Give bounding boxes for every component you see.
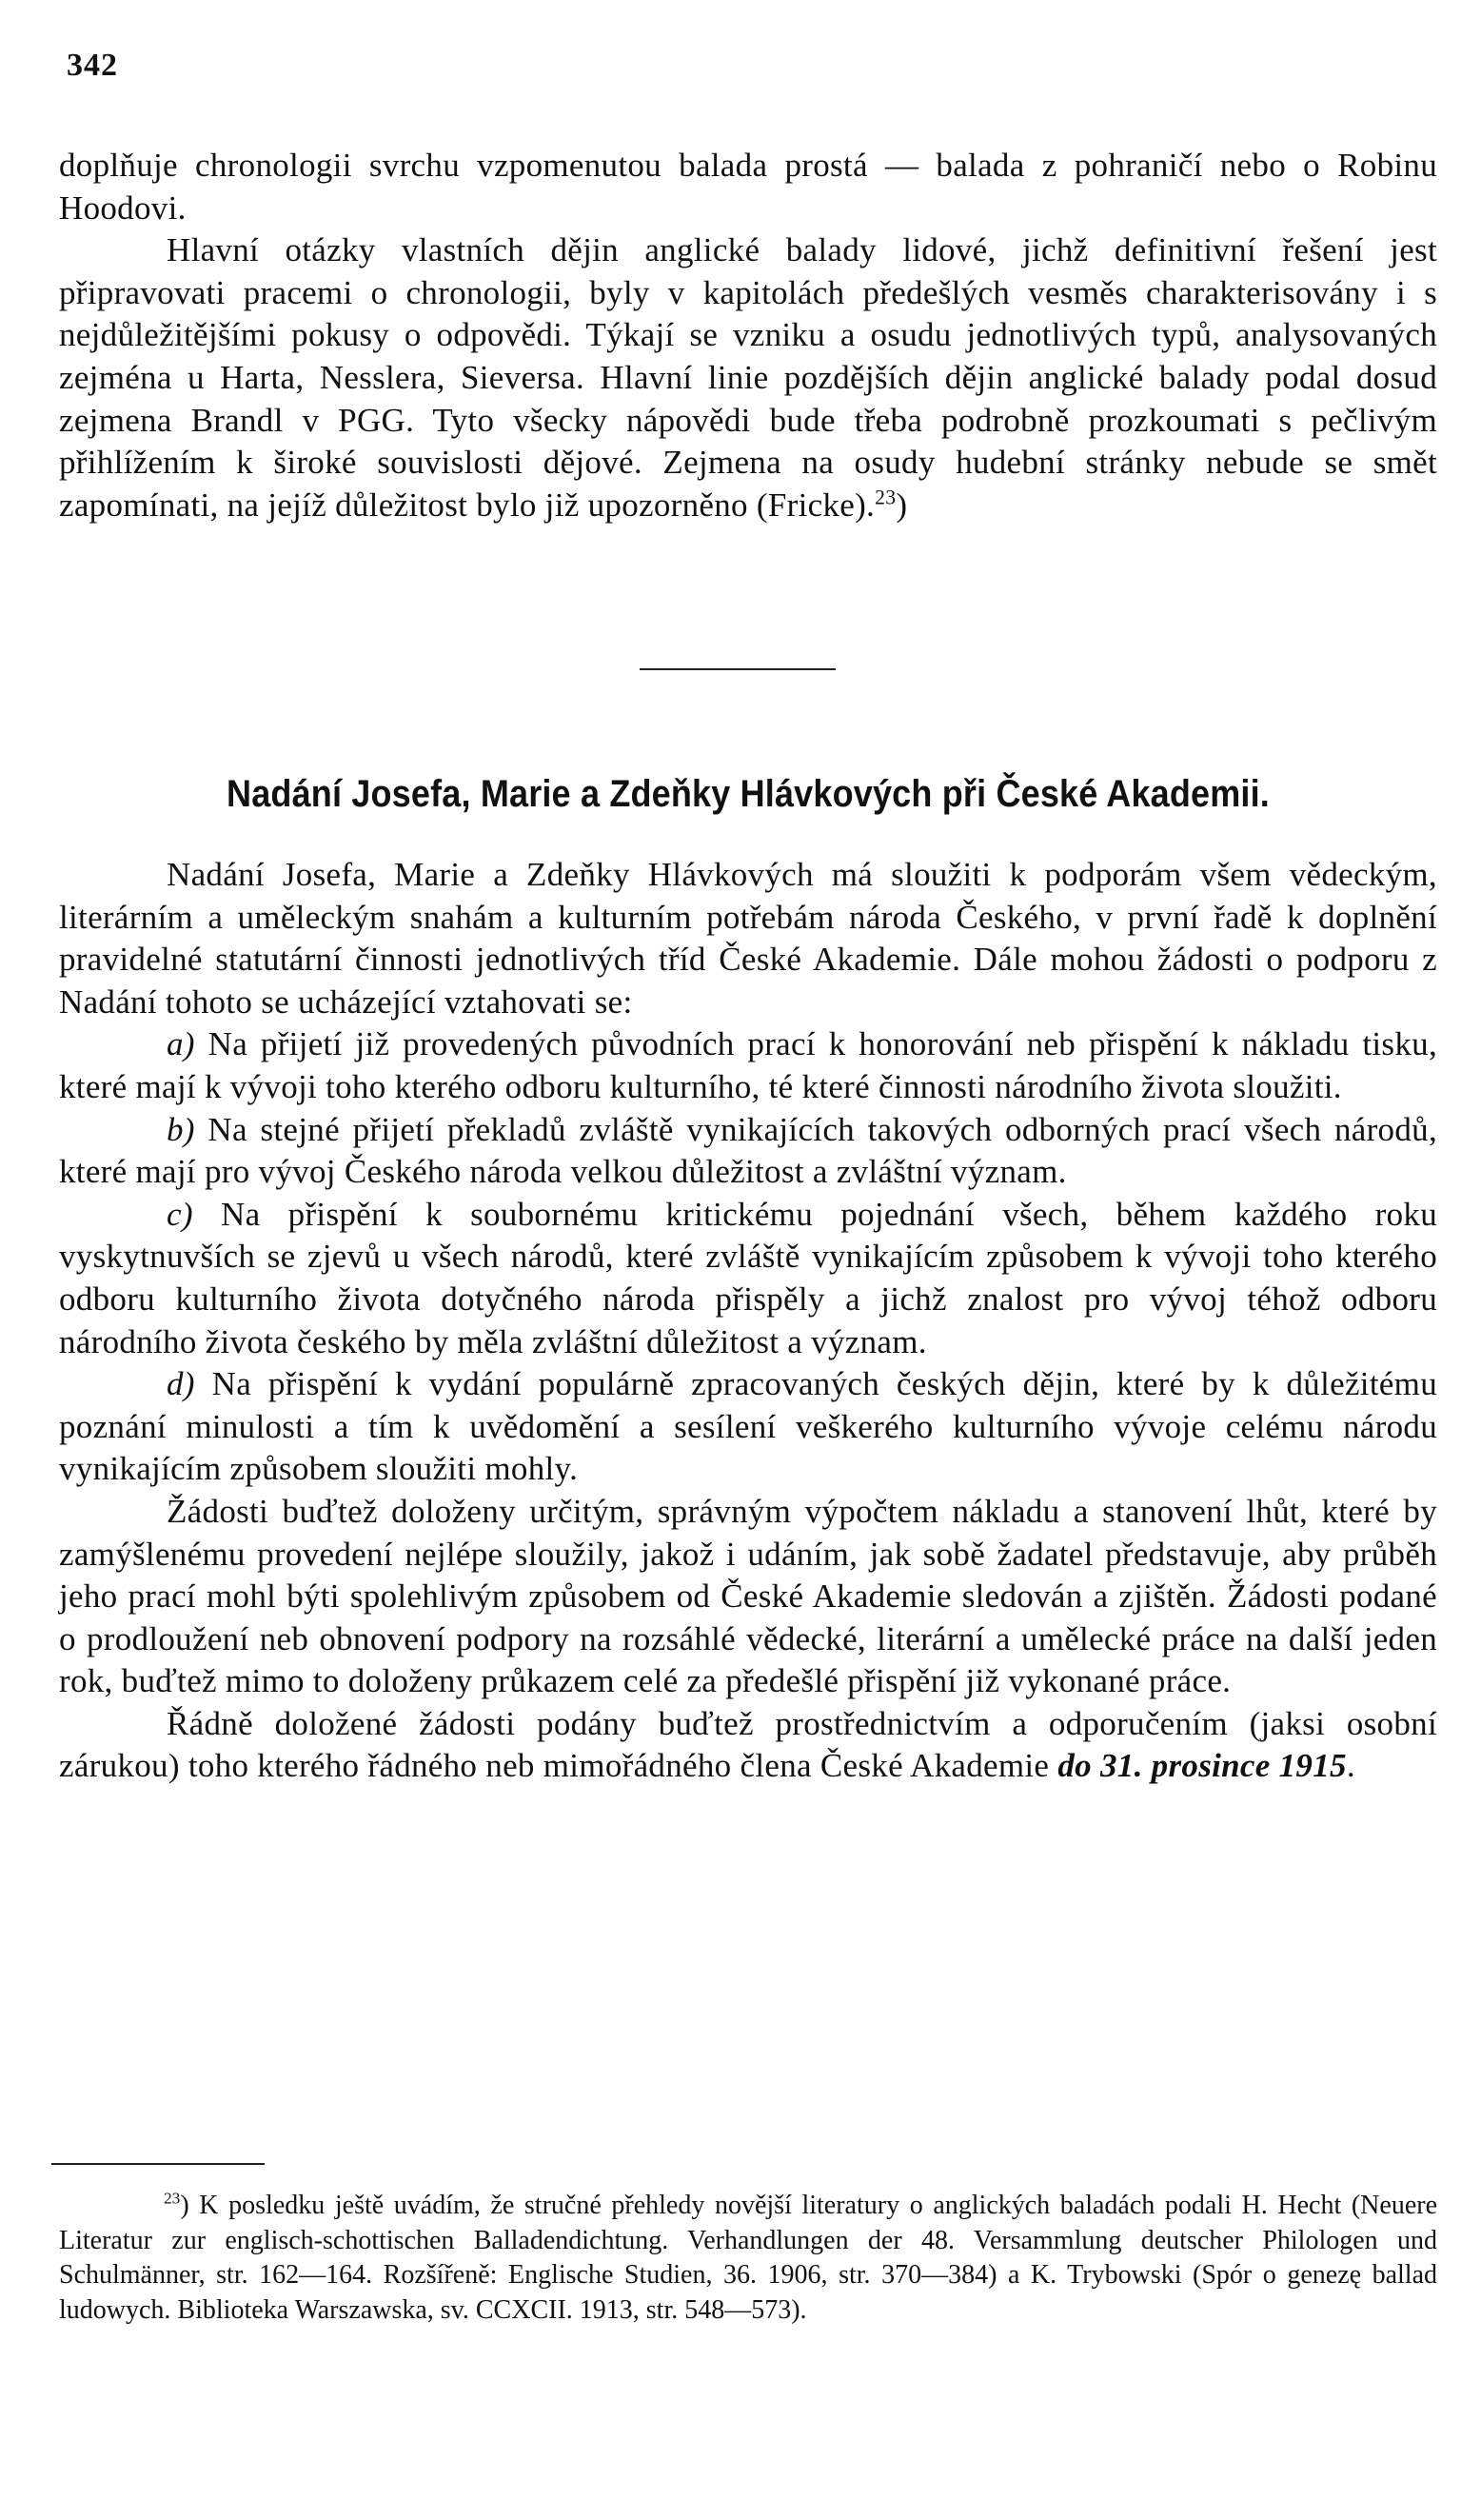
list-item-c (59, 1194, 1437, 1363)
intro-paragraph-2-text: Hlavní otázky vlastních dějin anglické balady lidové, jichž definitivní řešení jest připravovati pracemi o chronologii, byly v kapitolách předešlých vesměs charakterisovány i s nejdůležitějšími pokusy o odpovědi. Týkají se vzniku a osudu jednotlivých typů, analysovaných zejména u Harta, Nesslera, Sieversa. Hlavní linie pozdějších dějin anglické balady podal dosud zejmena Brandl v PGG. Tyto všecky nápovědi bude třeba podrobně prozkoumati s pečlivým přihlížením k široké souvislosti dějové. Zejmena na osudy hudební stránky nebude se smět zapomínati, na jejíž důležitost bylo již upozorněno (Fricke). (59, 231, 1437, 524)
intro-paragraph-1: doplňuje chronologii svrchu vzpomenutou balada prostá — balada z pohraničí nebo o Robinu Hoodovi. (59, 147, 1437, 227)
section-paragraph-3 (59, 1703, 1437, 1788)
list-label-d: d) (167, 1365, 195, 1403)
list-item-d (59, 1363, 1437, 1491)
page-number: 342 (67, 48, 118, 83)
footnote-divider (51, 2163, 265, 2165)
intro-paragraph-2 (59, 229, 1437, 526)
footnote-text: ) K posledku ještě uvádím, že stručné přehledy novější literatury o anglických baladách podali H. Hecht (Neuere Literatur zur englisch-schottischen Balladendichtung. Verhandlungen der 48. Versammlung deutscher Philologen und Schulmänner, str. 162—164. Rozšířeně: Englische Studien, 36. 1906, str. 370—384) a K. Trybowski (Spór o genezę ballad ludowych. Biblioteka Warszawska, sv. CCXCII. 1913, str. 548—573). (59, 2191, 1437, 2325)
section-paragraph-3-end: . (1346, 1747, 1355, 1785)
list-text-c: Na přispění k soubornému kritickému pojednání všech, během každého roku vyskytnuvších se zjevů u všech národů, které zvláště vynikajícím způsobem k vývoji toho kterého odboru kulturního života dotyčného národa přispěly a jichž znalost pro vývoj téhož odboru národního života českého by měla zvláštní důležitost a význam. (59, 1195, 1437, 1360)
list-label-a: a) (167, 1025, 195, 1063)
section-paragraph-3-text: Řádně doložené žádosti podány buďtež prostřednictvím a odporučením (jaksi osobní zárukou) toho kterého řádného neb mimořádného člena České Akademie (59, 1704, 1437, 1785)
application-deadline: do 31. prosince 1915 (1057, 1747, 1347, 1785)
section-paragraph-2: Žádosti buďtež doloženy určitým, správným výpočtem nákladu a stanovení lhůt, které by zamýšlenému provedení nejlépe sloužily, jakož i udáním, jak sobě žadatel představuje, aby průběh jeho prací mohl býti spolehlivým způsobem od České Akademie sledován a zjištěn. Žádosti podané o prodloužení neb obnovení podpory na rozsáhlé vědecké, literární a umělecké práce na další jeden rok, buďtež mimo to doloženy průkazem celé za předešlé přispění již vykonané práce. (59, 1492, 1437, 1700)
list-text-b: Na stejné přijetí překladů zvláště vynikajících takových odborných prací všech národů, které mají pro vývoj Českého národa velkou důležitost a zvláštní význam. (59, 1110, 1437, 1191)
footnote-reference[interactable]: 23 (875, 486, 897, 509)
list-text-a: Na přijetí již provedených původních prací k honorování neb přispění k nákladu tisku, které mají k vývoji toho kterého odboru kulturního, té které činnosti národního života sloužiti. (59, 1025, 1437, 1105)
section-divider (640, 668, 836, 670)
footnote-marker: 23 (164, 2189, 181, 2208)
section-body (59, 854, 1437, 1788)
list-item-b (59, 1109, 1437, 1194)
list-label-c: c) (167, 1195, 193, 1233)
footnotes (59, 2189, 1437, 2328)
list-item-a (59, 1023, 1437, 1108)
list-label-b: b) (167, 1110, 195, 1148)
intro-paragraph-2-end: ) (896, 486, 908, 524)
list-text-d: Na přispění k vydání populárně zpracovaných českých dějin, které by k důležitému poznání minulosti a tím k uvědomění a sesílení veškerého kulturního vývoje celému národu vynikajícím způsobem sloužiti mohly. (59, 1365, 1437, 1488)
section-heading: Nadání Josefa, Marie a Zdeňky Hlávkových při České Akademii. (227, 773, 1270, 815)
section-paragraph-1: Nadání Josefa, Marie a Zdeňky Hlávkových má sloužiti k podporám všem vědeckým, literárním a uměleckým snahám a kulturním potřebám národa Českého, v první řadě k doplnění pravidelné statutární činnosti jednotlivých tříd České Akademie. Dále mohou žádosti o podporu z Nadání tohoto se ucházející vztahovati se: (59, 856, 1437, 1021)
footnote-23 (59, 2189, 1437, 2328)
intro-text (59, 145, 1437, 526)
